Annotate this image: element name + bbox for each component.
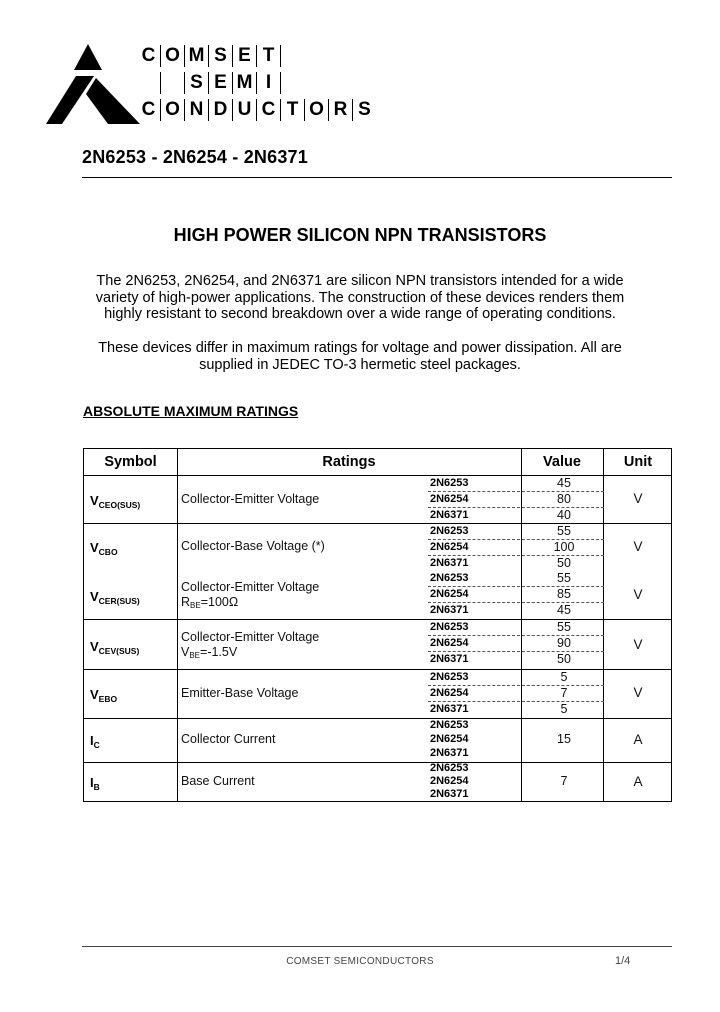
row-divider [84,669,671,670]
row-unit: V [633,685,643,700]
logo-row-semi [137,69,376,96]
dashed-separator [428,651,604,652]
page-number: 1/4 [615,955,631,967]
logo-letter: S [358,98,371,120]
device-label: 2N6371 [430,788,469,800]
row-unit: V [633,491,643,506]
text-line: variety of high-power applications. The construction of these devices renders them [95,289,625,306]
footer-divider [82,946,672,947]
description-line: Collector-Emitter Voltage [181,630,320,644]
device-label: 2N6253 [430,572,469,584]
logo-letter: R [329,99,353,121]
text-line: supplied in JEDEC TO-3 hermetic steel packages. [199,356,521,373]
logo-letter: I [257,72,281,94]
rating-value: 7 [560,774,568,788]
device-label: 2N6371 [430,653,469,665]
row-description: Collector-Emitter Voltage [181,492,320,506]
logo-letter: O [161,99,185,121]
device-label: 2N6371 [430,604,469,616]
logo-letter: S [185,72,209,94]
description-paragraph-2 [82,340,638,373]
page-title: HIGH POWER SILICON NPN TRANSISTORS [173,225,547,245]
row-unit: V [633,539,643,554]
company-logo-text [137,42,376,123]
logo-letter: C [137,99,161,121]
row-unit: A [633,774,643,789]
row-symbol: $V_{CER(SUS)}$ [90,589,140,606]
row-divider [84,475,671,476]
row-divider [84,523,671,524]
row-symbol: $V_{EBO}$ [90,687,118,704]
row-unit: V [633,587,643,602]
header-value: Value [543,454,581,470]
rating-value: 50 [557,556,571,570]
row-description: Collector-Base Voltage (*) [181,539,325,553]
row-description [181,580,319,613]
logo-letter: N [185,99,209,121]
row-symbol: $V_{CEO(SUS)}$ [90,493,141,510]
rating-value: 5 [560,702,568,716]
rating-value: 50 [557,652,571,666]
comset-logo-icon [44,42,140,124]
logo-letter: E [209,72,233,94]
row-symbol: $I_B$ [90,775,100,792]
logo-blank-cell [161,72,185,94]
device-label: 2N6253 [430,671,469,683]
device-label: 2N6371 [430,509,469,521]
logo-letter: T [281,99,305,121]
description-condition: $R_{BE}=100\Omega$ [181,595,239,610]
logo-letter: O [161,45,185,67]
device-label: 2N6371 [430,557,469,569]
device-label: 2N6371 [430,747,469,759]
text-line: The 2N6253, 2N6254, and 2N6371 are silicon NPN transistors intended for a wide [96,273,624,289]
device-label: 2N6254 [430,687,469,699]
logo-letter: S [209,45,233,67]
device-label: 2N6254 [430,733,469,745]
device-label: 2N6253 [430,621,469,633]
rating-value: 40 [557,508,571,522]
text-line: highly resistant to second breakdown over a wide range of operating conditions. [104,306,616,322]
description-paragraph-1 [82,273,638,323]
header-symbol: Symbol [104,454,157,470]
logo-letter: D [209,99,233,121]
rating-value: 15 [557,732,571,746]
row-divider [84,762,671,763]
logo-letter: C [257,99,281,121]
logo-row-conductors [137,96,376,123]
logo-letter: O [305,99,329,121]
dashed-separator [428,555,604,556]
rating-value: 55 [557,620,571,634]
dashed-separator [428,701,604,702]
column-divider [521,449,522,801]
device-label: 2N6254 [430,493,469,505]
logo-letter: U [233,99,257,121]
row-symbol: $V_{CBO}$ [90,540,118,557]
rating-value: 85 [557,587,571,601]
device-label: 2N6254 [430,588,469,600]
logo-blank-cell [137,72,161,94]
dashed-separator [428,685,604,686]
dashed-separator [428,507,604,508]
rating-value: 80 [557,492,571,506]
device-label: 2N6253 [430,719,469,731]
logo-letter: E [233,45,257,67]
row-divider [84,619,671,620]
row-symbol: $I_C$ [90,733,100,750]
part-number-title: 2N6253 - 2N6254 - 2N6371 [82,147,308,167]
dashed-separator [428,635,604,636]
column-divider [177,449,178,801]
device-label: 2N6371 [430,703,469,715]
rating-value: 7 [560,686,568,700]
dashed-separator [428,491,604,492]
description-condition: $V_{BE}=-1.5V$ [181,645,238,660]
row-symbol: $V_{CEV(SUS)}$ [90,639,140,656]
device-label: 2N6254 [430,541,469,553]
logo-letter: M [185,45,209,67]
header-divider [82,177,672,178]
rating-value: 45 [557,603,571,617]
rating-value: 5 [560,670,568,684]
rating-value: 55 [557,571,571,585]
device-label: 2N6253 [430,762,469,774]
logo-letter: T [257,45,281,67]
absolute-max-ratings-table [83,448,672,802]
rating-value: 45 [557,476,571,490]
device-label: 2N6254 [430,775,469,787]
dashed-separator [428,586,604,587]
logo-letter: C [137,45,161,67]
device-label: 2N6253 [430,477,469,489]
row-description: Base Current [181,774,255,788]
row-description: Emitter-Base Voltage [181,686,299,700]
row-description: Collector Current [181,732,276,746]
device-label: 2N6254 [430,637,469,649]
row-description [181,630,319,663]
dashed-separator [428,602,604,603]
rating-value: 100 [553,540,575,554]
text-line: These devices differ in maximum ratings for voltage and power dissipation. All are [98,340,622,356]
header-ratings: Ratings [322,454,376,470]
device-label: 2N6253 [430,525,469,537]
row-unit: A [633,732,643,747]
footer-company: COMSET SEMICONDUCTORS [286,956,434,967]
logo-letter: M [233,72,257,94]
header-unit: Unit [623,454,653,470]
row-divider [84,718,671,719]
logo-row-comset [137,42,376,69]
description-line: Collector-Emitter Voltage [181,580,320,594]
rating-value: 90 [557,636,571,650]
rating-value: 55 [557,524,571,538]
dashed-separator [428,539,604,540]
section-heading: ABSOLUTE MAXIMUM RATINGS [83,403,299,419]
row-unit: V [633,637,643,652]
